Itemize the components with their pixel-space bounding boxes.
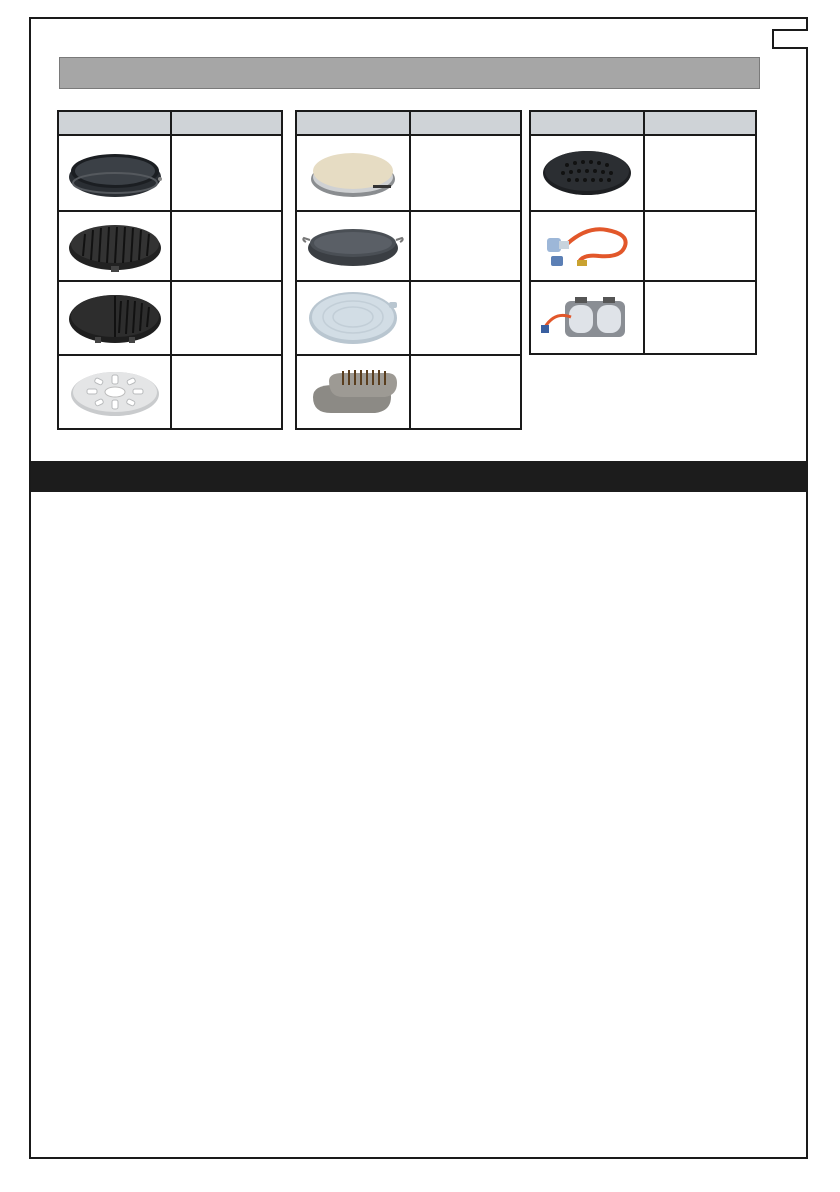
item-label bbox=[172, 136, 281, 144]
table-row bbox=[531, 282, 755, 353]
accessories-title-bar bbox=[59, 57, 760, 89]
table-row bbox=[297, 212, 520, 282]
item-label bbox=[645, 282, 755, 290]
table-row bbox=[297, 136, 520, 212]
table-row bbox=[59, 282, 281, 356]
cleaning-brush-icon bbox=[303, 361, 403, 423]
cover-lid-icon bbox=[303, 286, 403, 350]
table-header-col2 bbox=[411, 112, 520, 134]
round-grid-icon bbox=[537, 143, 637, 203]
item-label bbox=[411, 136, 520, 144]
frying-pan-icon bbox=[65, 141, 165, 205]
table-row bbox=[297, 282, 520, 356]
table-row bbox=[531, 136, 755, 212]
double-cylinder-bracket-icon bbox=[535, 287, 639, 349]
item-label bbox=[172, 212, 281, 220]
item-label bbox=[645, 136, 755, 144]
table-row bbox=[59, 212, 281, 282]
accessory-table-1 bbox=[57, 110, 283, 430]
table-header-col2 bbox=[645, 112, 755, 134]
table-header-col1 bbox=[297, 112, 409, 134]
table-row bbox=[297, 356, 520, 428]
split-grill-plate-icon bbox=[65, 287, 165, 349]
accessory-table-2 bbox=[295, 110, 522, 430]
table-header-col1 bbox=[59, 112, 170, 134]
accessory-table-3 bbox=[529, 110, 757, 355]
paella-pan-icon bbox=[300, 218, 406, 274]
heat-diffuser-plate-icon bbox=[65, 361, 165, 423]
table-row bbox=[531, 212, 755, 282]
item-label bbox=[172, 356, 281, 364]
table-header-col1 bbox=[531, 112, 643, 134]
grill-plate-icon bbox=[65, 216, 165, 276]
section-header-bar bbox=[31, 461, 808, 492]
item-label bbox=[411, 212, 520, 220]
pizza-stone-icon bbox=[303, 141, 403, 205]
table-row bbox=[59, 356, 281, 428]
page-number-tab bbox=[772, 29, 808, 49]
gas-hose-regulator-icon bbox=[537, 216, 637, 276]
item-label bbox=[411, 356, 520, 364]
table-row bbox=[59, 136, 281, 212]
item-label bbox=[645, 212, 755, 220]
table-header-col2 bbox=[172, 112, 281, 134]
item-label bbox=[411, 282, 520, 290]
item-label bbox=[172, 282, 281, 290]
